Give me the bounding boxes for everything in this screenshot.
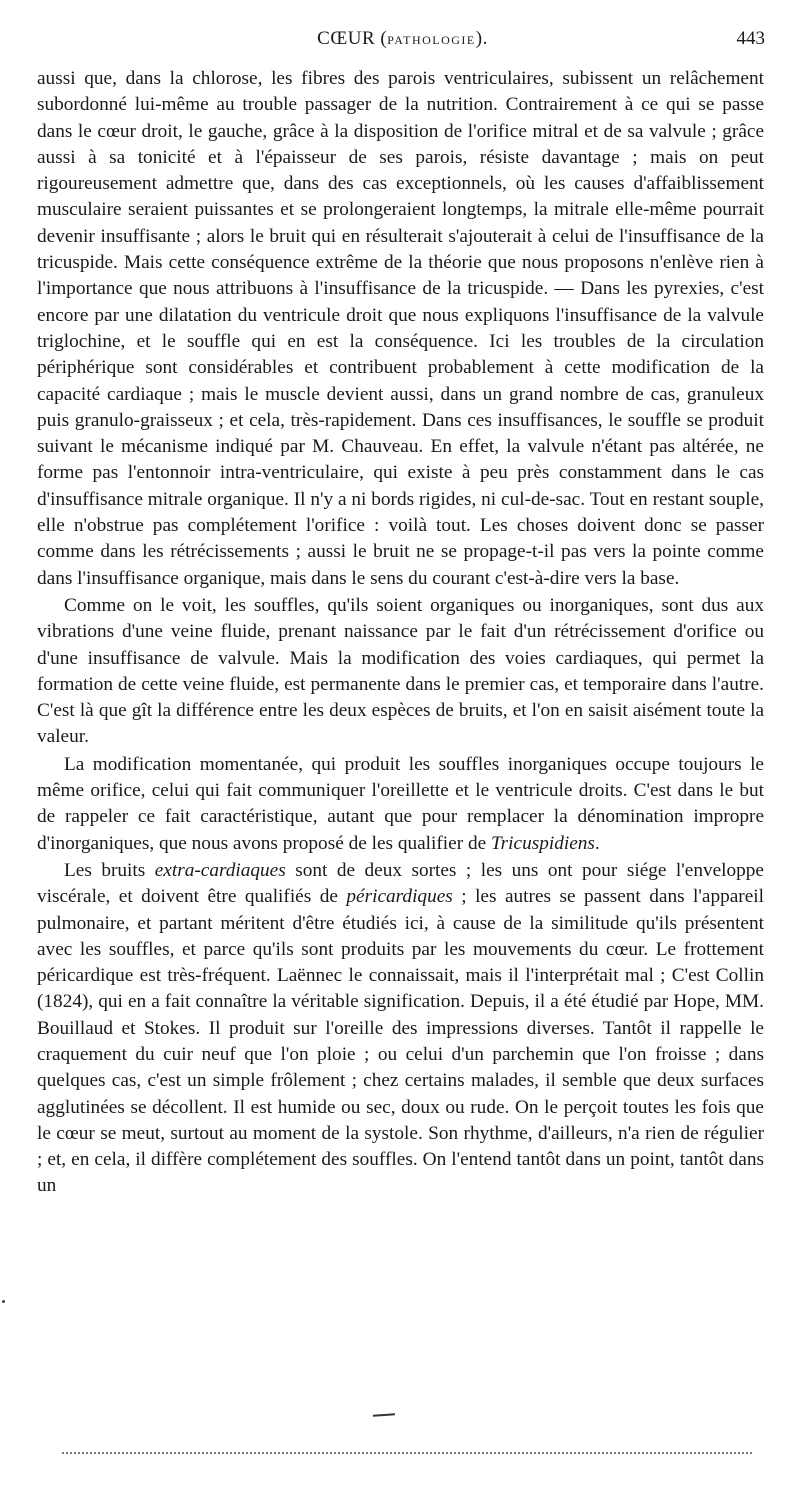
page-number: 443 [736,28,765,49]
paragraph-p4 [37,858,764,1200]
running-title [40,28,765,50]
paragraph-p3-segment: La modification momentanée, qui produit les souffles inorganiques occupe toujours le même orifice, celui qui fait communiquer l'oreillette et le ventricule droits. C'est dans le but de rappeler ce fait caractéristique, autant que pour remplacer la dénomination impropre d'inorganiques, que nous avons proposé de les qualifier de [37,753,764,854]
printer-mark [373,1413,395,1417]
title-main: CŒUR [317,28,376,49]
paragraph-p3 [37,752,764,857]
paragraph-p3-segment: Tricuspidiens [491,832,595,854]
title-sub: PATHOLOGIE [387,33,476,47]
paragraph-p4-segment: Les bruits [64,859,155,881]
paragraph-p4-segment: péricardiques [346,886,453,908]
dotted-rule [62,1452,752,1454]
paragraph-p4-segment: extra-cardiaques [154,859,286,881]
paragraph-p2-segment: Comme on le voit, les souffles, qu'ils soient organiques ou inorganiques, sont dus aux vibrations d'une veine fluide, prenant naissance par le fait d'un rétrécissement d'orifice ou d'une insuffisance de valvule. Mais la modification des voies cardiaques, qui permet la formation de cette veine fluide, est permanente dans le premier cas, et temporaire dans l'autre. C'est là que gît la différence entre les deux espèces de bruits, et l'on en saisit aisément toute la valeur. [37,594,764,748]
body-text [37,66,764,1200]
paragraph-p3-segment: . [594,832,600,854]
paragraph-p4-segment: ; les autres se passent dans l'appareil pulmonaire, et partant méritent d'être étudiés ici, à cause de la similitude qu'ils présentent avec les souffles, et parce qu'ils sont produits par les mouvements du cœur. Le frottement péricardique est très-fréquent. Laënnec le connaissait, mais il l'interprétait mal ; C'est Collin (1824), qui en a fait connaître la véritable signification. Depuis, il a été étudié par Hope, MM. Bouillaud et Stokes. Il produit sur l'oreille des impressions diverses. Tantôt il rappelle le craquement du cuir neuf que l'on ploie ; ou celui d'un parchemin que l'on froisse ; dans quelques cas, c'est un simple frôlement ; chez certains malades, il semble que deux surfaces agglutinées se décollent. Il est humide ou sec, doux ou rude. On le perçoit toutes les fois que le cœur se meut, surtout au moment de la systole. Son rhythme, d'ailleurs, n'a rien de régulier ; et, en cela, il diffère complétement des souffles. On l'entend tantôt dans un point, tantôt dans un [37,886,764,1197]
running-header [40,28,765,58]
paragraph-p2 [37,593,764,751]
paragraph-p4-segment: sont de deux sortes ; les uns ont pour siége l'enveloppe viscérale, et doivent être qualifiés de [37,859,764,908]
margin-speck [2,1300,5,1303]
paragraph-p1 [37,66,764,592]
title-paren-close: ). [475,28,488,49]
paragraph-p1-segment: aussi que, dans la chlorose, les fibres des parois ventriculaires, subissent un relâchement subordonné lui-même au trouble passager de la nutrition. Contrairement à ce qui se passe dans le cœur droit, le gauche, grâce à la disposition de l'orifice mitral et de sa valvule ; grâce aussi à sa tonicité et à l'épaisseur de ses parois, résiste davantage ; mais on peut rigoureusement admettre que, dans des cas exceptionnels, où les causes d'affaiblissement musculaire seraient puissantes et se prolongeraient longtemps, la mitrale elle-même pourrait devenir insuffisante ; alors le bruit qui en résulterait s'ajouterait à celui de l'insuffisance de la tricuspide. Mais cette conséquence extrême de la théorie que nous proposons n'enlève rien à l'importance que nous attribuons à l'insuffisance de la tricuspide. — Dans les pyrexies, c'est encore par une dilatation du ventricule droit que nous expliquons l'insuffisance de la valvule triglochine, et le souffle qui en est la conséquence. Ici les troubles de la circulation périphérique sont considérables et contribuent probablement à cette modification de la capacité cardiaque ; mais le muscle devient aussi, dans un grand nombre de cas, granuleux puis granulo-graisseux ; et cela, très-rapidement. Dans ces insuffisances, le souffle se produit suivant le mécanisme indiqué par M. Chauveau. En effet, la valvule n'étant pas altérée, ne forme pas l'entonnoir intra-ventriculaire, qui existe à peu près constamment dans le cas d'insuffisance mitrale organique. Il n'y a ni bords rigides, ni cul-de-sac. Tout en restant souple, elle n'obstrue pas complétement l'orifice : voilà tout. Les choses doivent donc se passer comme dans les rétrécissements ; aussi le bruit ne se propage-t-il pas vers la pointe comme dans l'insuffisance organique, mais dans le sens du courant c'est-à-dire vers la base. [37,68,764,589]
title-paren-open: ( [380,28,388,49]
